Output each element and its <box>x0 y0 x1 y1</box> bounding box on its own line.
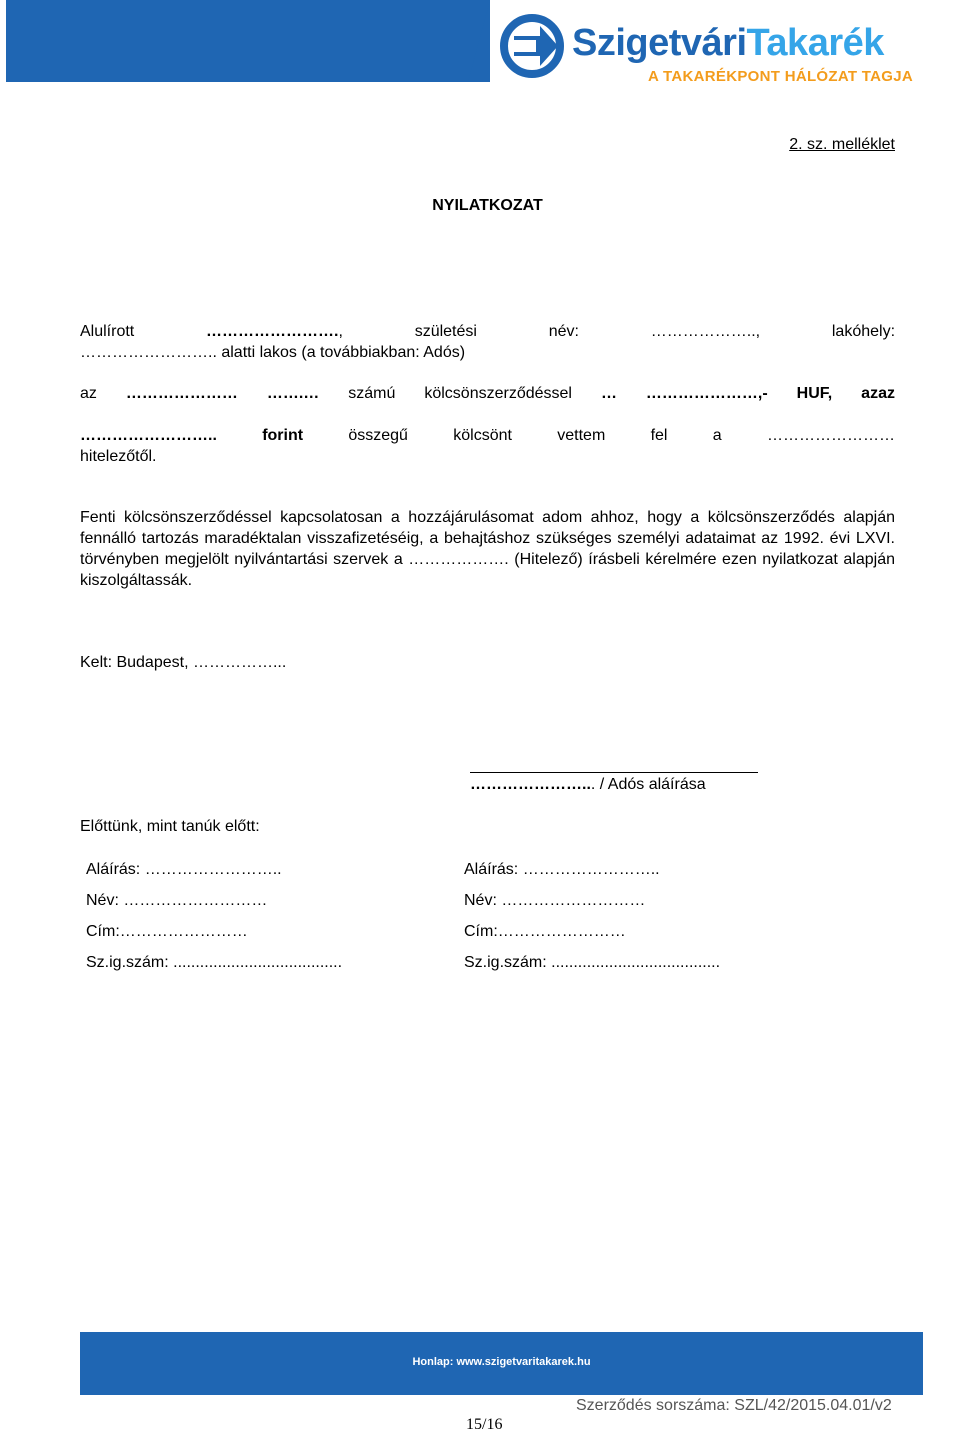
witness-block-1 <box>86 854 342 978</box>
debtor-signature-line <box>470 772 758 773</box>
consent-paragraph: Fenti kölcsönszerződéssel kapcsolatosan a hozzájárulásomat adom ahhoz, hogy a kölcsönszerződés alapján fennálló tartozás maradéktalan visszafizetéséig, a behajtáshoz szükséges személyi adataimat az 1992. évi LXVI. törvényben megjelölt nyilvántartási szervek a ………………. (Hitelező) írásbeli kérelmére ezen nyilatkozat alapján kiszolgáltassák. <box>80 509 895 589</box>
text-word: vettem <box>557 427 606 444</box>
witness-intro: Előttünk, mint tanúk előtt: <box>80 818 260 835</box>
contract-blank-2: …….… <box>266 385 320 402</box>
text-forint: forint <box>262 427 304 444</box>
witness-1-id: Sz.ig.szám: ...................................... <box>86 954 343 971</box>
witness-2-address: Cím:…………………… <box>464 923 626 940</box>
header-blue-band <box>6 0 490 82</box>
loan-line-2 <box>80 425 895 446</box>
witness-1-address: Cím:…………………… <box>86 923 248 940</box>
text-word: a <box>712 427 722 444</box>
witness-2-signature: Aláírás: …………………….. <box>464 861 660 878</box>
birth-name-blank: ……………….., <box>650 323 761 340</box>
text-word: összegű <box>348 427 408 444</box>
contract-blank-3: … <box>600 385 617 402</box>
logo-wordmark <box>572 22 884 65</box>
text-word: fel <box>650 427 668 444</box>
logo-name-bold: Szigetvári <box>572 22 747 64</box>
text-huf: ,- HUF, azaz <box>757 385 895 402</box>
text-residence: lakóhely: <box>831 323 896 340</box>
witness-1-name: Név: ……………………… <box>86 892 268 909</box>
loan-line-3: hitelezőtől. <box>80 448 157 465</box>
contract-blank-1: ………………… <box>125 385 238 402</box>
witness-1-signature: Aláírás: …………………….. <box>86 861 282 878</box>
logo-tagline: A TAKARÉKPONT HÁLÓZAT TAGJA <box>648 68 914 85</box>
signature-dots: ………………….. <box>470 776 591 793</box>
text-word: kölcsönt <box>453 427 512 444</box>
name-blank: ……………………. <box>206 323 339 340</box>
place-date: Kelt: Budapest, ……………... <box>80 654 287 671</box>
debtor-signature-caption <box>470 776 706 794</box>
witness-block-2 <box>464 854 720 978</box>
signature-label: . / Adós aláírása <box>590 776 706 793</box>
witness-2-name: Név: ……………………… <box>464 892 646 909</box>
contract-number: Szerződés sorszáma: SZL/42/2015.04.01/v2 <box>576 1397 892 1414</box>
declarant-line-2: …………………….. alatti lakos (a továbbiakban: Adós) <box>80 344 466 361</box>
witness-2-id: Sz.ig.szám: ...................................... <box>464 954 721 971</box>
declarant-line-1 <box>80 321 895 342</box>
text-loan-contract: számú kölcsönszerződéssel <box>348 385 572 402</box>
amount-blank: ………………… <box>645 385 758 402</box>
footer-website: Honlap: www.szigetvaritakarek.hu <box>412 1356 591 1368</box>
annex-label: 2. sz. melléklet <box>789 136 895 153</box>
document-title: NYILATKOZAT <box>432 197 543 214</box>
text-birth-name: , születési név: <box>338 323 579 340</box>
text-az: az <box>80 385 97 402</box>
text-alulirott: Alulírott <box>80 323 135 340</box>
creditor-blank: …………………… <box>766 427 895 444</box>
loan-line-1 <box>80 383 895 404</box>
amount-words-blank: …………………….. <box>80 427 217 444</box>
logo-arrow-icon <box>500 14 564 78</box>
page-number: 15/16 <box>466 1416 503 1433</box>
logo-name-light: Takarék <box>746 22 884 64</box>
